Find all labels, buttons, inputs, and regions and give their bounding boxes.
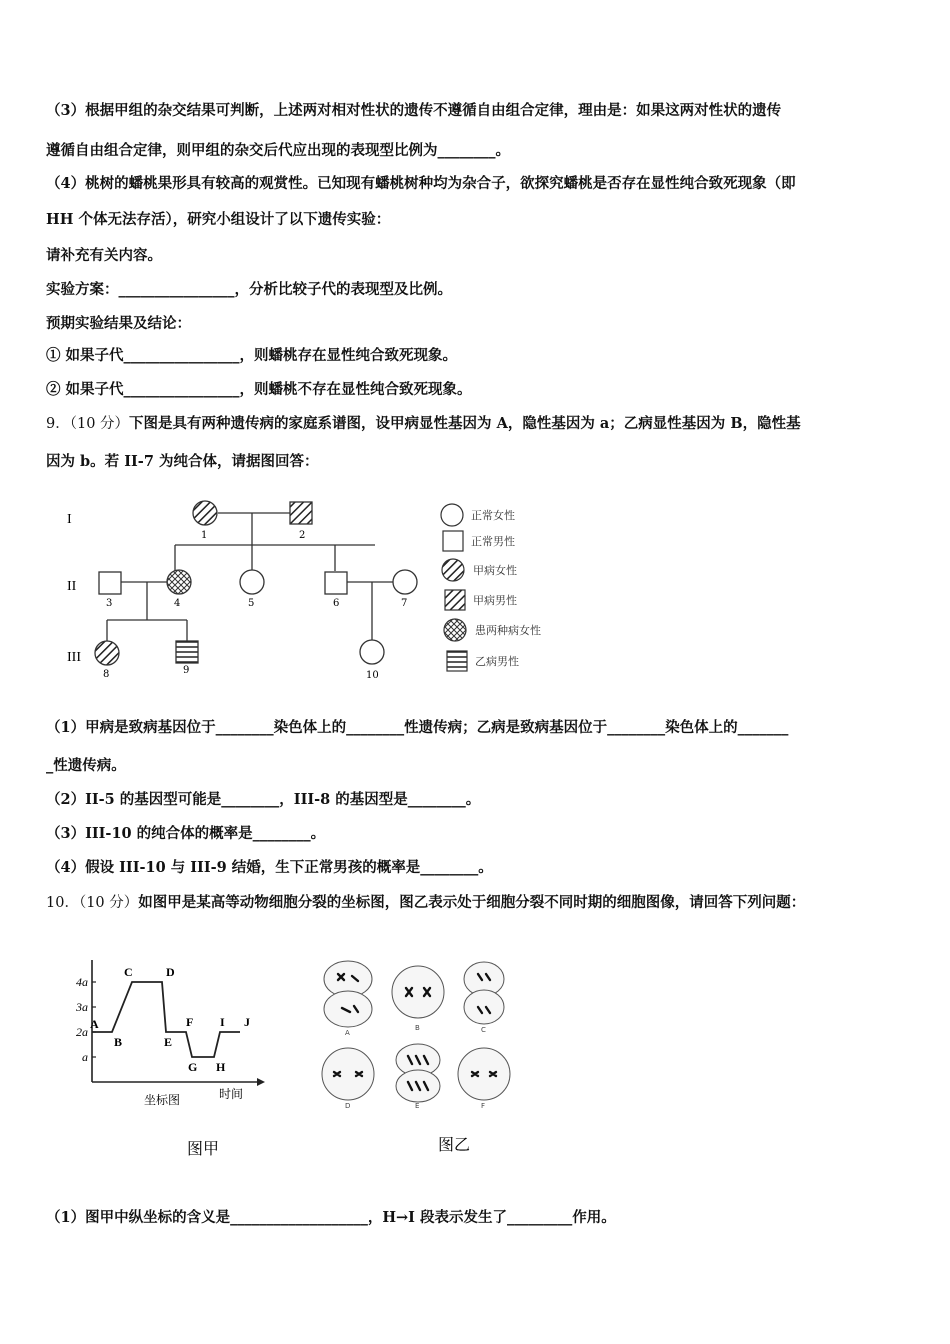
cell-label-b: B	[415, 1024, 420, 1032]
individual-9-disease-b-male	[176, 641, 198, 663]
x-axis-label: 时间	[219, 1087, 244, 1101]
legend-both-diseases: 患两种病女性	[475, 624, 541, 637]
y-tick-label-3: 3a	[76, 1000, 88, 1014]
q10-sub1: （1）图甲中纵坐标的含义是___________________，H→I 段表示发生了_________作用。	[46, 1209, 616, 1226]
gen-label-I: I	[67, 512, 72, 527]
figure-yi-cells	[320, 952, 530, 1162]
label-3: 3	[106, 598, 113, 609]
legend-affected-male-symbol	[445, 590, 465, 610]
q8-result-2: ② 如果子代________________，则蟠桃不存在显性纯合致死现象。	[46, 381, 472, 398]
individual-5-normal-female	[240, 570, 264, 594]
legend-normal-male-symbol	[443, 531, 463, 551]
label-9: 9	[183, 665, 190, 676]
point-label-d: D	[166, 965, 175, 979]
legend-normal-female-symbol	[441, 504, 463, 526]
individual-8-affected-female	[95, 641, 119, 665]
cell-label-c: C	[481, 1026, 486, 1034]
label-1: 1	[201, 530, 208, 541]
individual-7-normal-female	[393, 570, 417, 594]
figure-jia-caption: 图甲	[187, 1139, 220, 1158]
y-tick-label-1: a	[82, 1050, 88, 1064]
pedigree-chart	[55, 495, 575, 690]
legend-affected-female: 甲病女性	[473, 564, 517, 577]
point-label-f: F	[186, 1015, 194, 1029]
point-label-g: G	[188, 1060, 198, 1074]
point-label-b: B	[114, 1035, 123, 1049]
figure-yi-caption: 图乙	[438, 1135, 471, 1154]
individual-4-both-diseases-female	[167, 570, 191, 594]
label-7: 7	[401, 598, 408, 609]
individual-1-affected-female	[193, 501, 217, 525]
q9-text: 下图是具有两种遗传病的家庭系谱图，设甲病显性基因为 A，隐性基因为 a；乙病显性基因为 B，隐性基	[129, 415, 801, 432]
point-label-i: I	[220, 1015, 225, 1029]
cell-b	[392, 966, 444, 1018]
x-axis-arrow	[257, 1078, 265, 1086]
q10-line1	[46, 893, 906, 913]
legend-affected-female-symbol	[442, 559, 464, 581]
q8-sub4-line1: （4）桃树的蟠桃果形具有较高的观赏性。已知现有蟠桃树种均为杂合子，欲探究蟠桃是否存在显性纯合致死现象（即	[46, 175, 796, 192]
individual-10-normal-female	[360, 640, 384, 664]
label-8: 8	[103, 669, 110, 680]
legend-normal-male: 正常男性	[471, 535, 515, 548]
cell-label-a: A	[345, 1029, 350, 1037]
point-label-a: A	[90, 1017, 99, 1031]
y-tick-label-4: 4a	[76, 975, 88, 989]
q8-sub3-line1: （3）根据甲组的杂交结果可判断，上述两对相对性状的遗传不遵循自由组合定律，理由是：如果这两对性状的遗传	[46, 102, 782, 119]
label-10: 10	[366, 670, 379, 681]
label-6: 6	[333, 598, 340, 609]
point-label-c: C	[124, 965, 133, 979]
cell-f	[458, 1048, 510, 1100]
q10-text: 如图甲是某高等动物细胞分裂的坐标图，图乙表示处于细胞分裂不同时期的细胞图像，请回答下列问题：	[138, 894, 806, 911]
individual-2-affected-male	[290, 502, 312, 524]
individual-3-normal-male	[99, 572, 121, 594]
individual-6-normal-male	[325, 572, 347, 594]
chart-title: 坐标图	[144, 1093, 181, 1107]
gen-label-II: II	[67, 579, 77, 594]
cell-a-bottom	[324, 991, 372, 1027]
legend-affected-male: 甲病男性	[473, 594, 517, 607]
q8-sub3-line2: 遵循自由组合定律，则甲组的杂交后代应出现的表现型比例为________。	[46, 142, 510, 159]
q9-number: 9．（10 分）	[46, 416, 130, 432]
point-label-e: E	[164, 1035, 173, 1049]
point-label-j: J	[244, 1015, 250, 1029]
cell-c-bottom	[464, 990, 504, 1024]
q9-sub1-line1: （1）甲病是致病基因位于________染色体上的________性遗传病；乙病是致病基因位于________染色体上的_______	[46, 719, 789, 736]
q8-plan: 实验方案：________________，分析比较子代的表现型及比例。	[46, 281, 452, 298]
cell-label-d: D	[345, 1102, 351, 1110]
q10-number: 10．（10 分）	[46, 895, 139, 911]
q8-instruction: 请补充有关内容。	[46, 247, 162, 264]
label-5: 5	[248, 598, 255, 609]
q9-line1	[46, 414, 906, 434]
label-2: 2	[299, 530, 306, 541]
point-label-h: H	[216, 1060, 226, 1074]
cell-label-e: E	[415, 1102, 420, 1110]
legend-disease-b-male: 乙病男性	[475, 655, 519, 668]
legend-normal-female: 正常女性	[471, 509, 515, 522]
q9-sub2: （2）II-5 的基因型可能是________，III-8 的基因型是________。	[46, 791, 481, 808]
figure-jia-chart	[62, 952, 282, 1162]
cell-d	[322, 1048, 374, 1100]
cell-label-f: F	[481, 1102, 486, 1110]
gen-label-III: III	[67, 650, 81, 665]
q8-expected: 预期实验结果及结论：	[46, 315, 191, 332]
legend-both-diseases-symbol	[444, 619, 466, 641]
q8-result-1: ① 如果子代________________，则蟠桃存在显性纯合致死现象。	[46, 347, 458, 364]
q9-sub4: （4）假设 III-10 与 III-9 结婚，生下正常男孩的概率是________。	[46, 859, 493, 876]
q9-line2: 因为 b。若 II-7 为纯合体，请据图回答：	[46, 453, 319, 470]
legend-disease-b-male-symbol	[447, 651, 467, 671]
q9-sub3: （3）III-10 的纯合体的概率是________。	[46, 825, 326, 842]
q8-sub4-line2: HH 个体无法存活），研究小组设计了以下遗传实验：	[46, 211, 391, 228]
q9-sub1-line2: _性遗传病。	[46, 757, 126, 774]
label-4: 4	[174, 598, 181, 609]
y-tick-label-2: 2a	[76, 1025, 88, 1039]
